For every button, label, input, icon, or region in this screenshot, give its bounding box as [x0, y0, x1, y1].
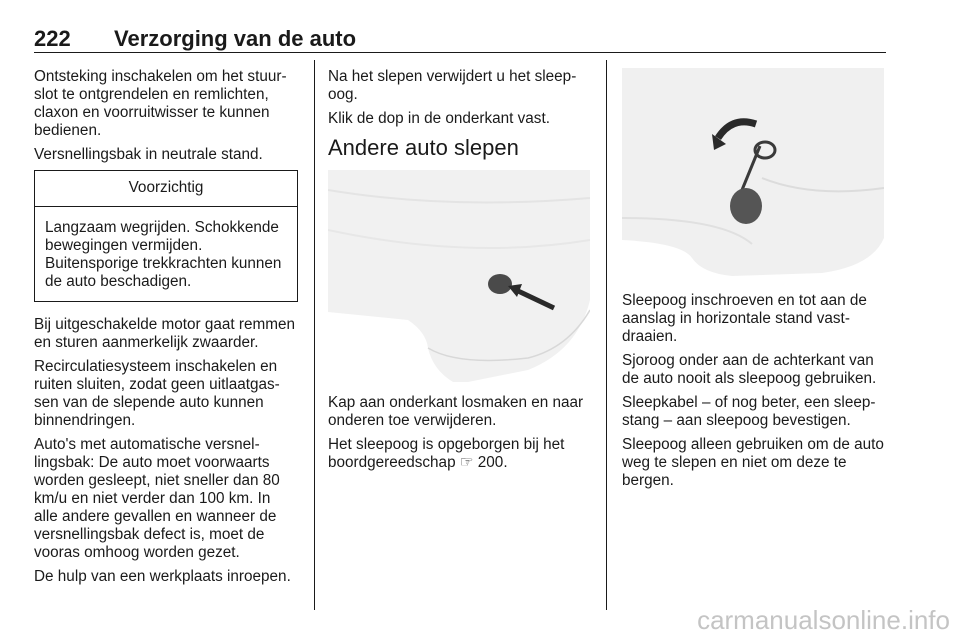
section-title: Verzorging van de auto [114, 26, 357, 51]
caption-remove-cap: Kap aan onderkant losmaken en naar onderen toe verwijderen. [328, 394, 584, 429]
page-number: 222 [34, 26, 71, 51]
paragraph-remove-eye: Na het slepen verwijdert u het sleepoog. [328, 68, 577, 103]
paragraph-lashing-eye: Sjoroog onder aan de achterkant van de auto nooit als sleepoog gebruiken. [622, 352, 877, 387]
paragraph-click-cap: Klik de dop in de onderkant vast. [328, 110, 550, 127]
page-reference-number[interactable]: 200. [477, 454, 508, 471]
column-1 [34, 68, 298, 592]
header-rule [34, 52, 886, 53]
paragraph-recirculation: Recirculatiesysteem inschakelen en ruiten sluiten, zodat geen uitlaatgassen van de slepende auto kunnen binnendringen. [34, 358, 280, 429]
paragraph-ignition: Ontsteking inschakelen om het stuurslot te ontgrendelen en remlichten, claxon en voorruitwisser te kunnen bedienen. [34, 68, 287, 139]
caution-box [34, 170, 298, 302]
page-reference-icon: ☞ [459, 454, 474, 471]
caution-text: Langzaam wegrijden. Schokkende bewegingen vermijden. Buitensporige trekkrachten kunnen de auto beschadigen. [45, 219, 282, 290]
page-header [34, 26, 886, 52]
column-divider-2 [606, 60, 607, 610]
watermark: carmanualsonline.info [697, 605, 950, 635]
paragraph-automatic: Auto's met automatische versnellingsbak: De auto moet voorwaarts worden gesleept, niet sneller dan 80 km/u en niet verder dan 100 km. In alle andere gevallen en wanneer de versnellingsbak defect is, moet de vooras omhoog worden gezet. [34, 436, 280, 561]
caution-title: Voorzichtig [35, 171, 297, 207]
heading-tow-other: Andere auto slepen [328, 135, 519, 160]
paragraph-tow-eye-location: Het sleepoog is opgeborgen bij het boordgereedschap ☞ 200. [328, 436, 565, 471]
bumper-cap-illustration [328, 170, 590, 384]
paragraph-usage-only: Sleepoog alleen gebruiken om de auto weg te slepen en niet om deze te bergen. [622, 436, 884, 489]
paragraph-screw-in: Sleepoog inschroeven en tot aan de aanslag in horizontale stand vastdraaien. [622, 292, 867, 345]
column-3 [622, 68, 886, 496]
paragraph-engine-off: Bij uitgeschakelde motor gaat remmen en sturen aanmerkelijk zwaarder. [34, 316, 296, 351]
paragraph-tow-cable: Sleepkabel – of nog beter, een sleepstang – aan sleepoog bevestigen. [622, 394, 876, 429]
tow-eye-illustration [622, 68, 884, 278]
column-2 [328, 68, 592, 478]
paragraph-workshop: De hulp van een werkplaats inroepen. [34, 568, 291, 585]
paragraph-neutral: Versnellingsbak in neutrale stand. [34, 146, 263, 163]
column-divider-1 [314, 60, 315, 610]
